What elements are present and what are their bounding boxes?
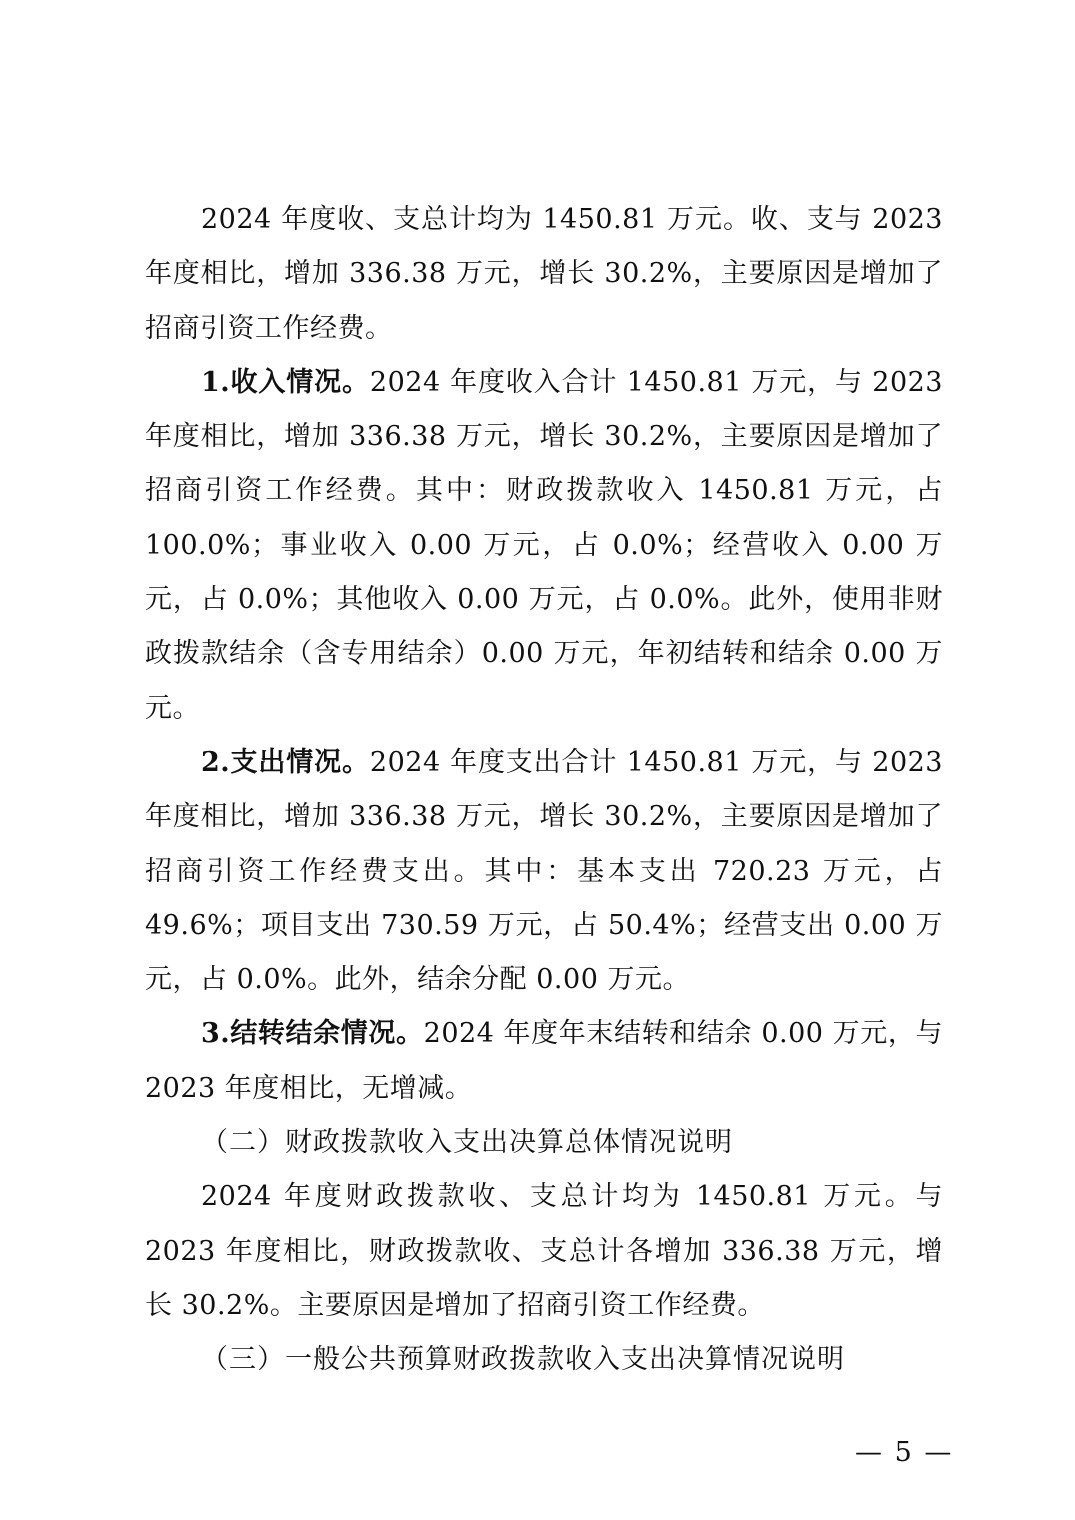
- page-number: — 5 —: [855, 1437, 954, 1468]
- paragraph-total-summary: 2024 年度收、支总计均为 1450.81 万元。收、支与 2023 年度相比，增加 336.38 万元，增长 30.2%，主要原因是增加了招商引资工作经费。: [145, 204, 943, 344]
- paragraph-income: [145, 356, 943, 736]
- carryover-text: 2024 年度年末结转和结余 0.00 万元，与 2023 年度相比，无增减。: [145, 1018, 944, 1104]
- section-heading-general-budget: （三）一般公共预算财政拨款收入支出决算情况说明: [201, 1344, 845, 1376]
- income-heading: 1.收入情况。: [201, 366, 370, 398]
- paragraph-carryover: [145, 1007, 943, 1116]
- income-text: 2024 年度收入合计 1450.81 万元，与 2023 年度相比，增加 336.38 万元，增长 30.2%，主要原因是增加了招商引资工作经费。其中：财政拨款收入 1450.81 万元，占 100.0%；事业收入 0.00 万元，占 0.0%；经营收入 0.00 万元，占 0.0%；其他收入 0.00 万元，占 0.0%。此外，使用非财政拨款结余（含专用结余）0.00 万元，年初结转和结余 0.00 万元。: [145, 366, 943, 724]
- section-heading-fiscal-overview: （二）财政拨款收入支出决算总体情况说明: [201, 1127, 733, 1159]
- expenditure-text: 2024 年度支出合计 1450.81 万元，与 2023 年度相比，增加 336.38 万元，增长 30.2%，主要原因是增加了招商引资工作经费支出。其中：基本支出 720.23 万元，占 49.6%；项目支出 730.59 万元，占 50.4%；经营支出 0.00 万元，占 0.0%。此外，结余分配 0.00 万元。: [145, 746, 943, 996]
- carryover-heading: 3.结转结余情况。: [201, 1018, 424, 1050]
- paragraph-expenditure: [145, 736, 943, 1007]
- paragraph-fiscal-overview: 2024 年度财政拨款收、支总计均为 1450.81 万元。与 2023 年度相比，财政拨款收、支总计各增加 336.38 万元，增长 30.2%。主要原因是增加了招商引资工作经费。: [145, 1181, 943, 1321]
- document-body: [145, 193, 943, 1388]
- expenditure-heading: 2.支出情况。: [201, 746, 370, 778]
